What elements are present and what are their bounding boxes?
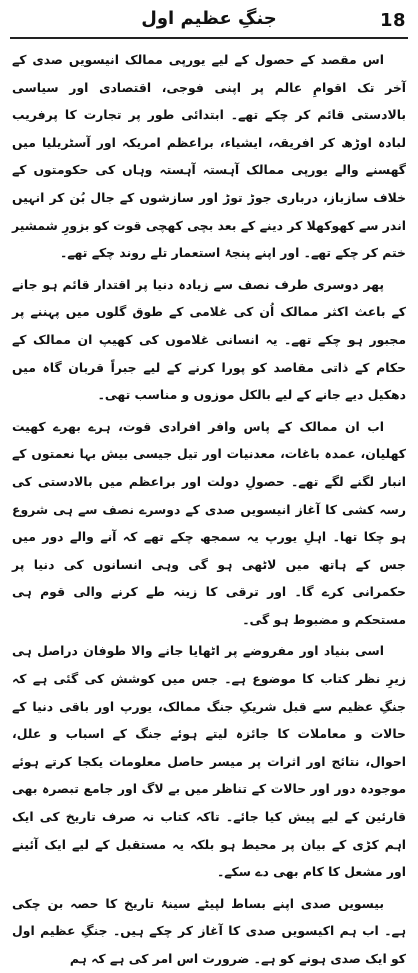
header-rule: [10, 37, 408, 39]
body-text: [12, 46, 406, 966]
paragraph-4: اسی بنیاد اور مفروضے پر اٹھایا جانے والا طوفان دراصل ہی زیرِ نظر کتاب کا موضوع ہے۔ جس میں کوشش کی گئی ہے کہ جنگِ عظیم سے قبل شریکِ جنگ ممالک، یورپ اور باقی دنیا کے حالات و معاملات کا جائزہ لیتے ہوئے جنگ کے اسباب و علل، احوال، نتائج اور اثرات پر میسر حاصل معلومات یکجا کرتے ہوئے موجودہ دور اور حالات کے تناظر میں بے لاگ اور جامع تبصرہ بھی قارئین کے لیے پیش کیا جائے۔ تاکہ کتاب نہ صرف تاریخ کی ایک اہم کڑی کے بیان پر محیط ہو بلکہ یہ مستقبل کے لیے ایک آئینے اور مشعل کا کام بھی دے سکے۔: [12, 643, 406, 880]
page-header: [10, 8, 408, 36]
paragraph-2: پھر دوسری طرف نصف سے زیادہ دنیا پر اقتدار قائم ہو جانے کے باعث اکثر ممالک اُن کی غلامی کے طوق گلوں میں پہننے پر مجبور ہو چکے تھے۔ یہ انسانی غلاموں کی کھیپ ان ممالک کے حکام کے ذاتی مقاصد کو پورا کرنے کے لیے جبراً قربان گاہ میں دھکیل دیے جانے کے لیے بالکل موزوں و مناسب تھی۔: [12, 276, 406, 403]
paragraph-5: بیسویں صدی اپنے بساط لپیٹے سینۂ تاریخ کا حصہ بن چکی ہے۔ اب ہم اکیسویں صدی کا آغاز کر چکے ہیں۔ جنگِ عظیم اول کو ایک صدی ہونے کو ہے۔ ضرورت اس امر کی ہے کہ ہم: [12, 895, 406, 966]
running-title: جنگِ عظیم اول: [141, 8, 277, 29]
paragraph-3: اب ان ممالک کے پاس وافر افرادی قوت، ہرے بھرے کھیت کھلیان، عمدہ باغات، معدنیات اور تیل جیسی بیش بہا نعمتوں کے انبار لگنے لگے تھے۔ حصولِ دولت اور براعظم میں بالادستی کی رسہ کشی کا آغاز انیسویں صدی کے دوسرے نصف سے ہی شروع ہو چکا تھا۔ اہلِ یورپ یہ سمجھ چکے تھے کہ آنے والے دور میں جس کے ہاتھ میں لاٹھی ہو گی وہی انسانوں کی دنیا پر حکمرانی کرے گا۔ اور ترقی کا زینہ طے کرنے والی قوم ہی مستحکم و مضبوط ہو گی۔: [12, 418, 406, 627]
page-number: 18: [379, 10, 406, 31]
paragraph-1: اس مقصد کے حصول کے لیے یورپی ممالک انیسویں صدی کے آخر تک اقوامِ عالم پر اپنی فوجی، اقتصادی اور سیاسی بالادستی قائم کر چکے تھے۔ ابتدائی طور پر تجارت کا پرفریب لبادہ اوڑھ کر افریقہ، ایشیاء، براعظم امریکہ اور آسٹریلیا میں گھسنے والے یورپی ممالک آہستہ آہستہ وہاں کی حکومتوں کے خلاف سازباز، درباری جوڑ توڑ اور سازشوں کے جال بُن کر انہیں اندر سے کھوکھلا کر دینے کے بعد بچی کھچی قوت کو بزورِ شمشیر ختم کر چکے تھے۔ اور اپنے پنجۂ استعمار تلے روند چکے تھے۔: [12, 52, 406, 261]
